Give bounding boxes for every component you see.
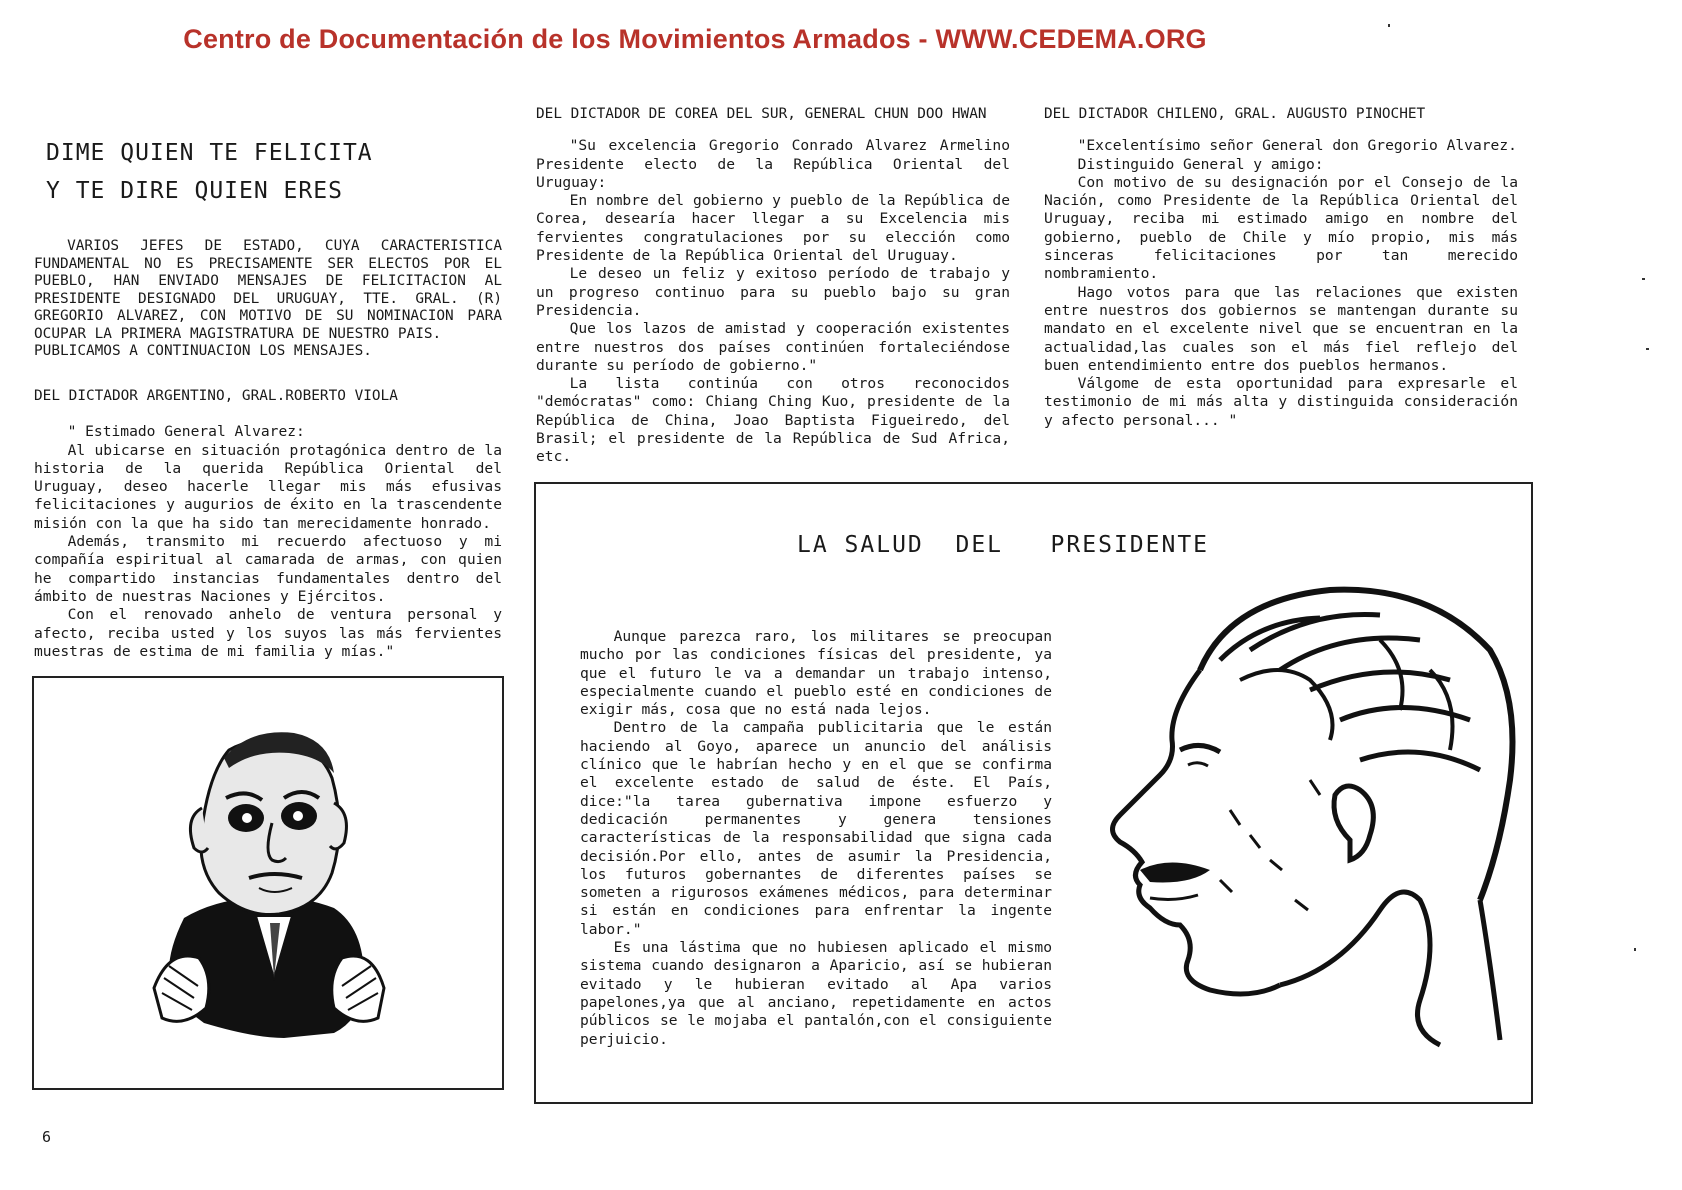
chile-paragraph-2: Distinguido General y amigo: bbox=[1077, 155, 1324, 173]
chile-paragraph-1: "Excelentísimo señor General don Gregorio Alvarez. bbox=[1077, 137, 1517, 155]
salud-paragraph-1: Aunque parezca raro, los militares se preocupan mucho por las condiciones físicas del presidente, ya que el futuro le va a demandar un trabajo intenso, especialmente cuando el pueblo esté en condiciones de exigir más, cosa que no está nada lejos. bbox=[580, 628, 1052, 719]
scan-speck bbox=[1642, 278, 1645, 280]
intro-publish-line: PUBLICAMOS A CONTINUACION LOS MENSAJES. bbox=[34, 343, 372, 359]
cedema-banner: Centro de Documentación de los Movimientos Armados - WWW.CEDEMA.ORG bbox=[183, 24, 1207, 54]
chile-paragraph-5: Válgome de esta oportunidad para expresarle el testimonio de mi más alta y distinguida consideración y afecto personal... " bbox=[1044, 375, 1518, 429]
alvarez-caricature bbox=[32, 676, 504, 1090]
korea-paragraph-5: La lista continúa con otros reconocidos "demócratas" como: Chiang Ching Kuo, presidente de la República de China, Joao Baptista Figueiredo, del Brasil; el presidente de la República de Sud Africa, etc. bbox=[536, 375, 1010, 466]
korea-heading: DEL DICTADOR DE COREA DEL SUR, GENERAL CHUN DOO HWAN bbox=[536, 106, 987, 122]
chile-heading: DEL DICTADOR CHILENO, GRAL. AUGUSTO PINOCHET bbox=[1044, 106, 1426, 122]
korea-paragraph-3: Le deseo un feliz y exitoso período de trabajo y un progreso continuo para su pueblo bajo su gran Presidencia. bbox=[536, 265, 1010, 319]
argentina-paragraph-3: Con el renovado anhelo de ventura personal y afecto, reciba usted y los suyos las más fervientes muestras de estima de mi familia y mías." bbox=[34, 606, 502, 660]
chile-paragraph-4: Hago votos para que las relaciones que existen entre nuestros dos gobiernos se mantengan durante su mandato en el excelente nivel que se encuentran en la actualidad,las cuales son el más fiel reflejo del buen entendimiento entre dos pueblos hermanos. bbox=[1044, 283, 1518, 374]
headline-line-1: DIME QUIEN TE FELICITA bbox=[46, 140, 373, 166]
argentina-heading: DEL DICTADOR ARGENTINO, GRAL.ROBERTO VIOLA bbox=[34, 388, 398, 404]
scan-speck bbox=[1388, 24, 1390, 27]
article-headline bbox=[46, 134, 373, 210]
intro-paragraph: VARIOS JEFES DE ESTADO, CUYA CARACTERISTICA FUNDAMENTAL NO ES PRECISAMENTE SER ELECTOS POR EL PUEBLO, HAN ENVIADO MENSAJES DE FELICITACION AL PRESIDENTE DESIGNADO DEL URUGUAY, TTE. GRAL. (R) GREGORIO ALVAREZ, CON MOTIVO DE SU NOMINACION PARA OCUPAR LA PRIMERA MAGISTRATURA DE NUESTRO PAIS. bbox=[34, 238, 502, 342]
scan-speck bbox=[1634, 948, 1636, 951]
argentina-paragraph-2: Además, transmito mi recuerdo afectuoso y mi compañía espiritual al camarada de armas, con quien he compartido instancias fundamentales dentro del ámbito de nuestras Naciones y Ejércitos. bbox=[34, 533, 502, 605]
korea-paragraph-2: En nombre del gobierno y pueblo de la República de Corea, desearía hacer llegar a su Excelencia mis fervientes congratulaciones por su elección como Presidente de la República Oriental del Uruguay. bbox=[536, 192, 1010, 265]
salud-title: LA SALUD DEL PRESIDENTE bbox=[797, 532, 1210, 558]
alvarez-caricature-drawing bbox=[34, 678, 502, 1088]
intro-column bbox=[34, 238, 502, 361]
salud-article bbox=[580, 628, 1052, 1049]
profile-caricature bbox=[1080, 580, 1520, 1050]
chile-message bbox=[1044, 105, 1518, 430]
chile-paragraph-3: Con motivo de su designación por el Consejo de la Nación, como Presidente de la República Oriental del Uruguay, reciba mi estimado amigo en nombre del gobierno, pueblo de Chile y mío propio, mis más sinceras felicitaciones por tan merecido nombramiento. bbox=[1044, 173, 1518, 283]
korea-paragraph-1: "Su excelencia Gregorio Conrado Alvarez Armelino Presidente electo de la República Oriental del Uruguay: bbox=[536, 137, 1010, 191]
page-number: 6 bbox=[42, 1128, 52, 1146]
argentina-paragraph-1: Al ubicarse en situación protagónica dentro de la historia de la querida República Oriental del Uruguay, deseo hacerle llegar mis más efusivas felicitaciones y augurios de éxito en la trascendente misión con la que ha sido tan merecidamente honrado. bbox=[34, 441, 502, 532]
salud-paragraph-2: Dentro de la campaña publicitaria que le están haciendo al Goyo, aparece un anuncio del análisis clínico que le habrían hecho y en el que se confirma el excelente estado de salud de éste. El País, dice:"la tarea gubernativa impone esfuerzo y dedicación permanentes y genera tensiones características de la responsabilidad que signa cada decisión.Por ello, antes de asumir la Presidencia, los futuros gobernantes de diferentes países se someten a rigurosos exámenes médicos, para determinar si están en condiciones para enfrentar la ingente labor." bbox=[580, 719, 1052, 938]
headline-line-2: Y TE DIRE QUIEN ERES bbox=[46, 178, 343, 204]
argentina-greeting: " Estimado General Alvarez: bbox=[67, 423, 305, 441]
salud-paragraph-3: Es una lástima que no hubiesen aplicado el mismo sistema cuando designaron a Aparicio, así se hubieran evitado y le hubieran evitado al Apa varios papelones,ya que al anciano, repetidamente en actos públicos se le mojaba el pantalón,con el consiguiente perjuicio. bbox=[580, 939, 1052, 1048]
scan-speck bbox=[1646, 348, 1649, 350]
korea-message bbox=[536, 105, 1010, 467]
korea-paragraph-4: Que los lazos de amistad y cooperación existentes entre nuestros dos países continúen fortaleciéndose durante su período de gobierno." bbox=[536, 320, 1010, 374]
argentina-message bbox=[34, 387, 502, 661]
